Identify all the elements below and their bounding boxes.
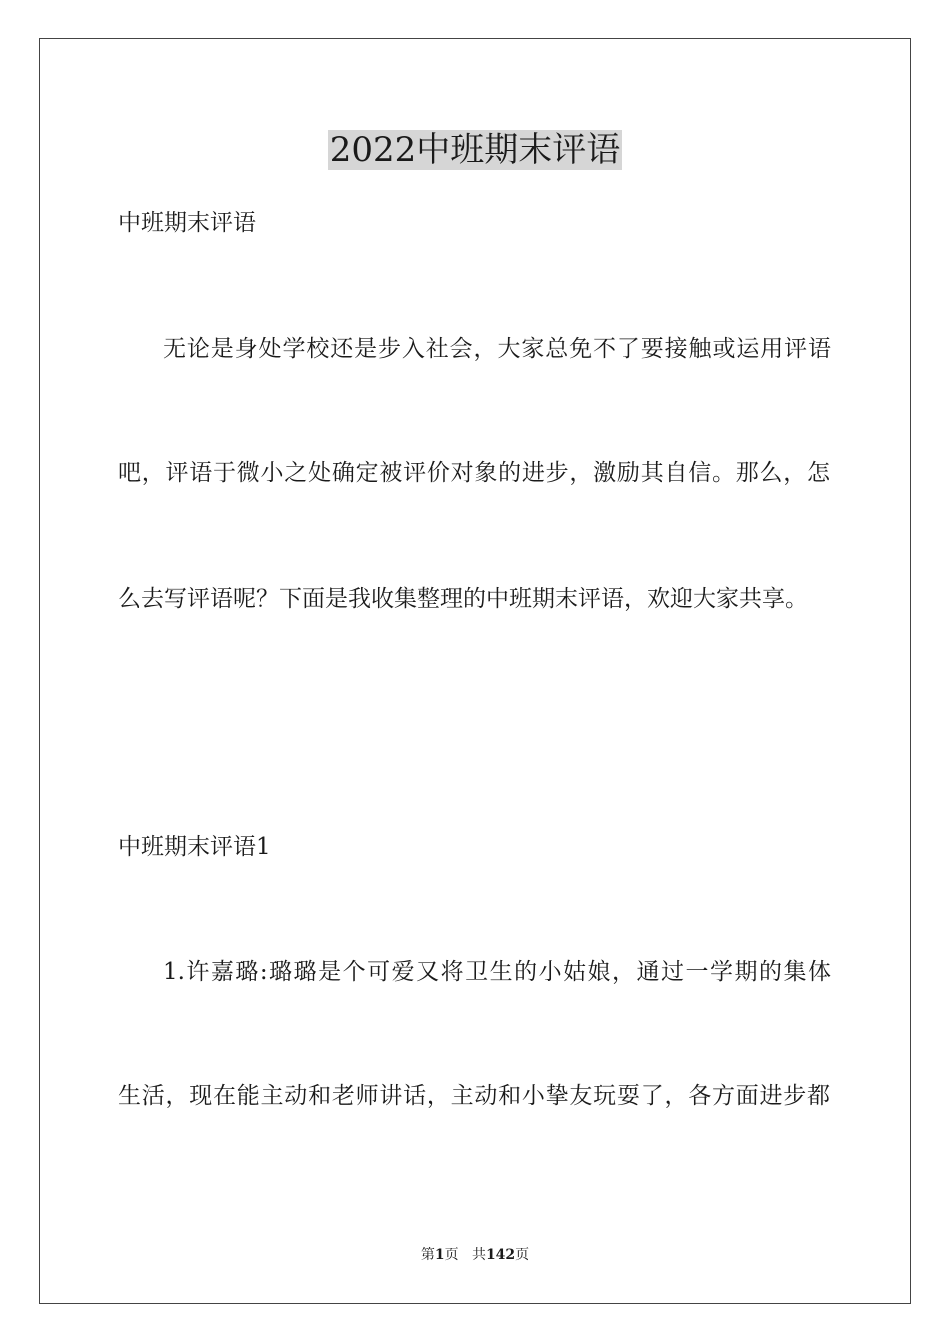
paragraph-line: 生活，现在能主动和老师讲话，主动和小挚友玩耍了，各方面进步都 xyxy=(118,1083,830,1109)
paragraph-line: 吧，评语于微小之处确定被评价对象的进步，激励其自信。那么，怎 xyxy=(118,460,830,486)
page-prefix: 第 xyxy=(420,1247,435,1263)
page-number: 1 xyxy=(434,1247,445,1263)
total-pages: 142 xyxy=(485,1247,516,1263)
document-title-text: 2022中班期末评语 xyxy=(329,130,621,170)
page-suffix: 页 xyxy=(444,1247,459,1263)
total-prefix: 共 xyxy=(471,1247,486,1263)
total-suffix: 页 xyxy=(515,1247,530,1263)
paragraph-line: 么去写评语呢？下面是我收集整理的中班期末评语，欢迎大家共享。 xyxy=(118,586,808,612)
paragraph-line: 1.许嘉璐:璐璐是个可爱又将卫生的小姑娘，通过一学期的集体 xyxy=(163,959,831,985)
paragraph-line: 无论是身处学校还是步入社会，大家总免不了要接触或运用评语 xyxy=(163,336,831,362)
section-heading: 中班期末评语1 xyxy=(118,834,271,860)
document-title xyxy=(0,126,950,174)
section-heading: 中班期末评语 xyxy=(118,210,256,236)
page-footer xyxy=(0,1245,950,1265)
